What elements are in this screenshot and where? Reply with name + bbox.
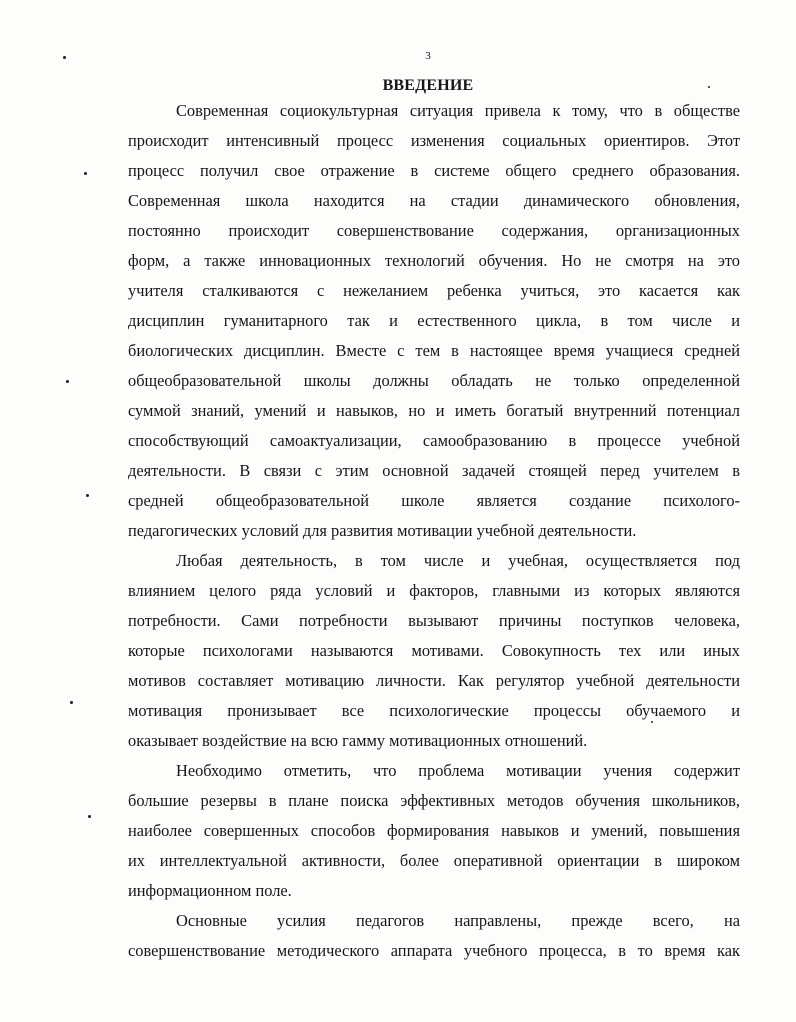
text-line: постоянно происходит совершенствование содержания, организационных xyxy=(128,221,740,240)
text-line: влиянием целого ряда условий и факторов, главными из которых являются xyxy=(128,581,740,600)
scan-speck xyxy=(651,721,653,723)
text-line: информационном поле. xyxy=(128,881,292,900)
text-line: форм, а также инновационных технологий обучения. Но не смотря на это xyxy=(128,251,740,270)
text-line: Необходимо отметить, что проблема мотивации учения содержит xyxy=(176,761,740,780)
text-line: учителя сталкиваются с нежеланием ребенка учиться, это касается как xyxy=(128,281,740,300)
text-line: педагогических условий для развития мотивации учебной деятельности. xyxy=(128,521,637,540)
paragraph-2 xyxy=(128,546,740,756)
text-line: биологических дисциплин. Вместе с тем в настоящее время учащиеся средней xyxy=(128,341,740,360)
text-line: мотивов составляет мотивацию личности. Как регулятор учебной деятельности xyxy=(128,671,740,690)
page-number: 3 xyxy=(425,50,431,62)
text-line: общеобразовательной школы должны обладать не только определенной xyxy=(128,371,740,390)
body-text xyxy=(128,96,740,966)
text-line: совершенствование методического аппарата учебного процесса, в то время как xyxy=(128,941,740,960)
scan-speck xyxy=(66,380,69,383)
scan-speck xyxy=(86,494,89,497)
text-line: Современная школа находится на стадии динамического обновления, xyxy=(128,191,740,210)
paragraph-1 xyxy=(128,96,740,546)
text-line: процесс получил свое отражение в системе общего среднего образования. xyxy=(128,161,740,180)
scan-speck xyxy=(708,86,710,88)
paragraph-3 xyxy=(128,756,740,906)
scan-speck xyxy=(70,701,73,704)
text-line: мотивация пронизывает все психологические процессы обучаемого и xyxy=(128,701,740,720)
text-line: потребности. Сами потребности вызывают причины поступков человека, xyxy=(128,611,740,630)
scan-speck xyxy=(88,815,91,818)
text-line: Любая деятельность, в том числе и учебная, осуществляется под xyxy=(176,551,740,570)
text-line: способствующий самоактуализации, самообразованию в процессе учебной xyxy=(128,431,740,450)
text-line: наиболее совершенных способов формирования навыков и умений, повышения xyxy=(128,821,740,840)
text-line: Современная социокультурная ситуация привела к тому, что в обществе xyxy=(176,101,740,120)
text-line: Основные усилия педагогов направлены, прежде всего, на xyxy=(176,911,740,930)
paragraph-4 xyxy=(128,906,740,966)
text-line: которые психологами называются мотивами. Совокупность тех или иных xyxy=(128,641,740,660)
text-line: оказывает воздействие на всю гамму мотивационных отношений. xyxy=(128,731,588,750)
text-line: происходит интенсивный процесс изменения социальных ориентиров. Этот xyxy=(128,131,740,150)
page-title: ВВЕДЕНИЕ xyxy=(382,77,474,94)
text-line: большие резервы в плане поиска эффективных методов обучения школьников, xyxy=(128,791,740,810)
text-line: деятельности. В связи с этим основной задачей стоящей перед учителем в xyxy=(128,461,740,480)
scan-speck xyxy=(84,172,87,175)
text-line: средней общеобразовательной школе является создание психолого- xyxy=(128,491,740,510)
text-line: их интеллектуальной активности, более оперативной ориентации в широком xyxy=(128,851,740,870)
text-line: дисциплин гуманитарного так и естественного цикла, в том числе и xyxy=(128,311,740,330)
scan-speck xyxy=(63,56,66,59)
text-line: суммой знаний, умений и навыков, но и иметь богатый внутренний потенциал xyxy=(128,401,740,420)
